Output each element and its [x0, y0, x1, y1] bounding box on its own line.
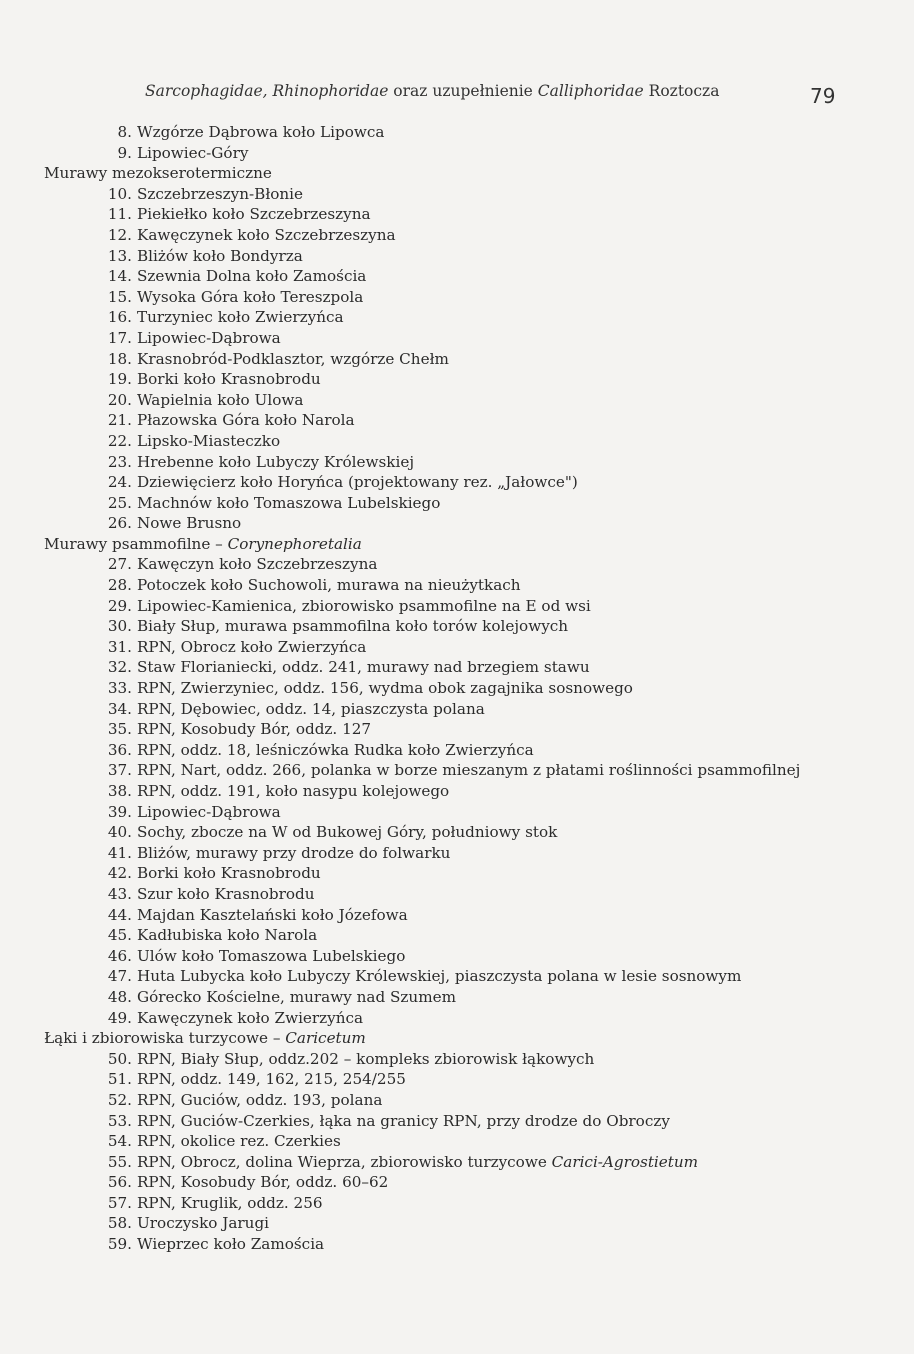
list-item-text: RPN, okolice rez. Czerkies — [137, 1132, 341, 1151]
list-item-text: RPN, Guciów-Czerkies, łąka na granicy RPN, przy drodze do Obroczy — [137, 1111, 670, 1130]
list-item-text: Potoczek koło Suchowoli, murawa na nieużytkach — [137, 576, 521, 595]
header-title-text: oraz uzupełnienie — [388, 82, 538, 100]
list-item — [44, 1049, 874, 1070]
list-item — [44, 1008, 874, 1029]
category-text: Murawy mezokserotermiczne — [44, 164, 272, 183]
list-item-text: RPN, Kosobudy Bór, oddz. 60–62 — [137, 1173, 389, 1192]
list-item-text: RPN, oddz. 18, leśniczówka Rudka koło Zwierzyńca — [137, 740, 534, 759]
list-item — [44, 472, 874, 493]
list-item — [44, 1234, 874, 1255]
list-item-text: Kadłubiska koło Narola — [137, 926, 318, 945]
list-item-text: Staw Florianiecki, oddz. 241, murawy nad brzegiem stawu — [137, 658, 590, 677]
list-item-text: Kawęczynek koło Szczebrzeszyna — [137, 225, 396, 244]
list-item — [44, 760, 874, 781]
list-item-text: Hrebenne koło Lubyczy Królewskiej — [137, 452, 415, 471]
list-item-text: Krasnobród-Podklasztor, wzgórze Chełm — [137, 349, 449, 368]
list-item-number: 36. — [107, 740, 132, 759]
list-item — [44, 1172, 874, 1193]
list-item — [44, 390, 874, 411]
list-item — [44, 246, 874, 267]
list-item — [44, 287, 874, 308]
list-item-text: Borki koło Krasnobrodu — [137, 864, 321, 883]
list-item-number: 42. — [107, 864, 132, 883]
list-item-number: 14. — [107, 267, 132, 286]
list-item — [44, 678, 874, 699]
list-item — [44, 1069, 874, 1090]
running-header — [145, 82, 845, 100]
list-item-text: Nowe Brusno — [137, 514, 242, 533]
list-item-number: 59. — [107, 1235, 132, 1254]
list-item — [44, 1131, 874, 1152]
list-item — [44, 431, 874, 452]
list-item-number: 30. — [107, 617, 132, 636]
list-item-number: 52. — [107, 1090, 132, 1109]
taxon-name: Caricetum — [285, 1029, 366, 1048]
list-item — [44, 884, 874, 905]
list-item-number: 10. — [107, 184, 132, 203]
list-item — [44, 781, 874, 802]
list-item — [44, 554, 874, 575]
list-item-text: Wysoka Góra koło Tereszpola — [137, 287, 364, 306]
list-item — [44, 616, 874, 637]
list-item — [44, 946, 874, 967]
list-item — [44, 719, 874, 740]
header-title-italic-2: Calliphoridae — [537, 82, 644, 100]
list-item-number: 55. — [107, 1152, 132, 1171]
list-item — [44, 1111, 874, 1132]
list-item-text: Szewnia Dolna koło Zamościa — [137, 267, 367, 286]
list-item-text: Lipowiec-Kamienica, zbiorowisko psammofilne na E od wsi — [137, 596, 591, 615]
list-item-number: 37. — [107, 761, 132, 780]
list-item — [44, 1213, 874, 1234]
list-item-text: Piekiełko koło Szczebrzeszyna — [137, 205, 371, 224]
list-item-number: 23. — [107, 452, 132, 471]
list-item-number: 28. — [107, 576, 132, 595]
category-heading — [44, 1028, 874, 1049]
list-item-text: Bliżów koło Bondyrza — [137, 246, 303, 265]
list-item-text: Dziewięcierz koło Horyńca (projektowany rez. „Jałowce") — [137, 473, 578, 492]
taxon-name: Corynephoretalia — [227, 534, 362, 553]
list-item-number: 56. — [107, 1173, 132, 1192]
list-item — [44, 596, 874, 617]
list-item-number: 47. — [107, 967, 132, 986]
list-item — [44, 575, 874, 596]
category-text: Murawy psammofilne – — [44, 534, 228, 553]
list-item-number: 44. — [107, 905, 132, 924]
category-heading — [44, 163, 874, 184]
list-item-text: Ulów koło Tomaszowa Lubelskiego — [137, 946, 406, 965]
list-item — [44, 699, 874, 720]
list-item-text: Płazowska Góra koło Narola — [137, 411, 355, 430]
list-item — [44, 328, 874, 349]
list-item-number: 19. — [107, 370, 132, 389]
list-item-text: Uroczysko Jarugi — [137, 1214, 270, 1233]
list-item-number: 18. — [107, 349, 132, 368]
list-item-text: RPN, oddz. 149, 162, 215, 254/255 — [137, 1070, 406, 1089]
list-item-number: 12. — [107, 225, 132, 244]
list-item-text: RPN, Biały Słup, oddz.202 – kompleks zbiorowisk łąkowych — [137, 1049, 595, 1068]
list-item-text: Biały Słup, murawa psammofilna koło torów kolejowych — [137, 617, 569, 636]
list-item-number: 15. — [107, 287, 132, 306]
list-item-text: Sochy, zbocze na W od Bukowej Góry, południowy stok — [137, 823, 558, 842]
list-item-number: 21. — [107, 411, 132, 430]
list-item-number: 53. — [107, 1111, 132, 1130]
list-item-number: 24. — [107, 473, 132, 492]
list-item-text: RPN, Obrocz koło Zwierzyńca — [137, 637, 367, 656]
list-item-number: 39. — [107, 802, 132, 821]
list-item-text: Lipowiec-Góry — [137, 143, 249, 162]
list-item — [44, 1193, 874, 1214]
list-item-number: 31. — [107, 637, 132, 656]
list-item-number: 58. — [107, 1214, 132, 1233]
list-item — [44, 184, 874, 205]
list-item-text: Wapielnia koło Ulowa — [137, 390, 304, 409]
list-item-text: Szur koło Krasnobrodu — [137, 884, 315, 903]
list-item-text: RPN, Guciów, oddz. 193, polana — [137, 1090, 383, 1109]
list-item-text: Majdan Kasztelański koło Józefowa — [137, 905, 408, 924]
header-title-suffix: Roztocza — [643, 82, 720, 100]
list-item-number: 35. — [107, 720, 132, 739]
list-item-text: Turzyniec koło Zwierzyńca — [137, 308, 344, 327]
list-item — [44, 307, 874, 328]
list-item-number: 9. — [117, 143, 132, 162]
category-text: Łąki i zbiorowiska turzycowe – — [44, 1029, 286, 1048]
list-item-number: 43. — [107, 884, 132, 903]
list-item-text: RPN, Kruglik, oddz. 256 — [137, 1193, 323, 1212]
list-item-number: 48. — [107, 987, 132, 1006]
list-item — [44, 905, 874, 926]
list-item — [44, 925, 874, 946]
list-item-text: Kawęczyn koło Szczebrzeszyna — [137, 555, 378, 574]
list-item-text: Bliżów, murawy przy drodze do folwarku — [137, 843, 451, 862]
list-item-number: 41. — [107, 843, 132, 862]
list-item — [44, 802, 874, 823]
taxon-name: Carici-Agrostietum — [551, 1152, 699, 1171]
list-item-number: 22. — [107, 431, 132, 450]
list-item — [44, 493, 874, 514]
list-item-number: 34. — [107, 699, 132, 718]
list-item — [44, 410, 874, 431]
list-item-number: 46. — [107, 946, 132, 965]
list-item-number: 32. — [107, 658, 132, 677]
locality-list — [44, 122, 874, 1255]
list-item-text: RPN, Kosobudy Bór, oddz. 127 — [137, 720, 372, 739]
list-item-text: RPN, oddz. 191, koło nasypu kolejowego — [137, 782, 450, 800]
list-item — [44, 863, 874, 884]
list-item-number: 54. — [107, 1132, 132, 1151]
list-item-text: Borki koło Krasnobrodu — [137, 370, 321, 389]
list-item-number: 26. — [107, 514, 132, 533]
list-item-text: RPN, Nart, oddz. 266, polanka w borze mieszanym z płatami roślinności psammofilnej — [137, 761, 801, 780]
list-item — [44, 987, 874, 1008]
list-item-number: 38. — [107, 782, 132, 800]
list-item-number: 51. — [107, 1070, 132, 1089]
list-item — [44, 452, 874, 473]
list-item — [44, 740, 874, 761]
list-item — [44, 1152, 874, 1173]
list-item-number: 50. — [107, 1049, 132, 1068]
list-item-number: 49. — [107, 1008, 132, 1027]
list-item — [44, 657, 874, 678]
list-item — [44, 1090, 874, 1111]
list-item-number: 45. — [107, 926, 132, 945]
list-item — [44, 637, 874, 658]
list-item — [44, 225, 874, 246]
list-item — [44, 143, 874, 164]
list-item-number: 29. — [107, 596, 132, 615]
list-item-number: 16. — [107, 308, 132, 327]
list-item-text: Kawęczynek koło Zwierzyńca — [137, 1008, 364, 1027]
list-item — [44, 349, 874, 370]
list-item-number: 13. — [107, 246, 132, 265]
list-item — [44, 204, 874, 225]
list-item — [44, 843, 874, 864]
list-item-number: 20. — [107, 390, 132, 409]
list-item-number: 8. — [117, 123, 132, 141]
list-item-text: Lipowiec-Dąbrowa — [137, 802, 281, 821]
list-item-text: Szczebrzeszyn-Błonie — [137, 184, 304, 203]
list-item-number: 25. — [107, 493, 132, 512]
list-item-text: RPN, Zwierzyniec, oddz. 156, wydma obok zagajnika sosnowego — [137, 679, 633, 698]
list-item-number: 57. — [107, 1193, 132, 1212]
list-item — [44, 266, 874, 287]
list-item-text: RPN, Obrocz, dolina Wieprza, zbiorowisko turzycowe — [137, 1152, 552, 1171]
category-heading — [44, 534, 874, 555]
header-title-italic-1: Sarcophagidae, Rhinophoridae — [145, 82, 389, 100]
list-item-text: Machnów koło Tomaszowa Lubelskiego — [137, 493, 441, 512]
list-item-number: 33. — [107, 679, 132, 698]
list-item-number: 27. — [107, 555, 132, 574]
list-item-text: RPN, Dębowiec, oddz. 14, piaszczysta polana — [137, 699, 485, 718]
page-number: 79 — [810, 84, 836, 108]
list-item-text: Górecko Kościelne, murawy nad Szumem — [137, 987, 456, 1006]
list-item-number: 17. — [107, 328, 132, 347]
list-item-text: Lipowiec-Dąbrowa — [137, 328, 281, 347]
list-item — [44, 513, 874, 534]
list-item-number: 11. — [107, 205, 132, 224]
list-item — [44, 822, 874, 843]
list-item-text: Huta Lubycka koło Lubyczy Królewskiej, piaszczysta polana w lesie sosnowym — [137, 967, 742, 986]
list-item — [44, 122, 874, 143]
list-item-number: 40. — [107, 823, 132, 842]
list-item-text: Wzgórze Dąbrowa koło Lipowca — [137, 123, 385, 141]
list-item — [44, 966, 874, 987]
list-item-text: Lipsko-Miasteczko — [137, 431, 281, 450]
list-item — [44, 369, 874, 390]
list-item-text: Wieprzec koło Zamościa — [137, 1235, 325, 1254]
